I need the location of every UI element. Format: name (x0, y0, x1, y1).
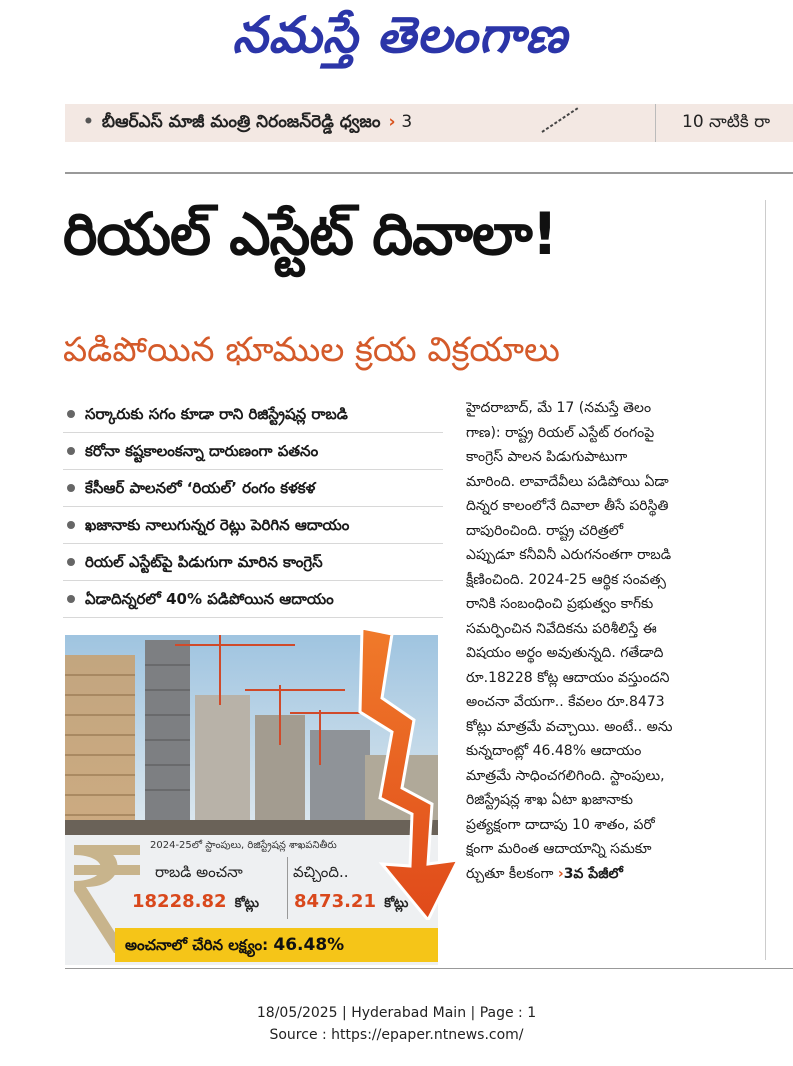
subheadline: పడిపోయిన భూముల క్రయ విక్రయాలు (63, 330, 560, 370)
estimate-unit: కోట్లు (234, 896, 259, 911)
decorative-ticker-graphic (540, 106, 580, 136)
target-text (125, 935, 344, 958)
target-label: అంచనాలో చేరిన లక్ష్యం: (125, 936, 269, 954)
footer-source-line[interactable]: Source : https://epaper.ntnews.com/ (269, 1027, 524, 1043)
estimate-label: రాబడి అంచనా (155, 863, 243, 881)
bullet-icon (67, 558, 75, 566)
bullet-item (63, 507, 443, 544)
column-rule (765, 200, 766, 960)
bullet-text: ఏడాదిన్నరలో 40% పడిపోయిన ఆదాయం (85, 590, 334, 608)
bullet-item (63, 581, 443, 618)
bullet-text: సర్కారుకు సగం కూడా రాని రిజిస్ట్రేషన్ల రాబడి (85, 405, 348, 423)
article-line: మాత్రమే సాధించగలిగింది. స్టాంపులు, (466, 767, 665, 784)
article-body (466, 396, 758, 886)
article-line: మారింది. లావాదేవీలు పడిపోయి ఏడా (466, 473, 669, 490)
headline: రియల్ ఎస్టేట్ దివాలా! (63, 200, 558, 268)
article-line: ఎప్పుడూ కనీవినీ ఎరుగనంతగా రాబడి (466, 547, 672, 563)
received-label: వచ్చింది.. (293, 863, 349, 881)
article-line: దిన్నర కాలంలోనే దివాలా తీసే పరిస్థితి (466, 498, 669, 514)
continued-link[interactable]: 3వ పేజీలో (563, 865, 623, 882)
article-line: ప్రత్యక్షంగా దాదాపు 10 శాతం, పరో (466, 816, 655, 833)
received-unit: కోట్లు (384, 896, 409, 911)
top-rule (65, 172, 793, 174)
article-line: దాపురించింది. రాష్ట్ర చరిత్రలో (466, 522, 624, 539)
article-line: రానికి సంబంధించి ప్రభుత్వం కాగ్‌కు (466, 596, 654, 612)
bullet-icon (67, 484, 75, 492)
estimate-amount: 18228.82 (132, 891, 227, 912)
article-line-last (466, 862, 758, 887)
bullet-list (63, 396, 443, 618)
article-line: హైదరాబాద్, మే 17 (నమస్తే తెలం (466, 400, 652, 416)
chevron-right-icon: › (388, 112, 396, 132)
bullet-item (63, 396, 443, 433)
chevron-right-icon: › (557, 865, 564, 882)
article-line: గాణ): రాష్ట్ర రియల్ ఎస్టేట్ రంగంపై (466, 424, 655, 441)
article-line: సమర్పించిన నివేదికను పరిశీలిస్తే ఈ (466, 620, 657, 637)
ticker-left-text: బీఆర్ఎస్ మాజీ మంత్రి నిరంజన్‌రెడ్డి ధ్వజం (101, 112, 381, 132)
bullet-icon: • (83, 112, 94, 132)
article-line: కున్నదాంట్లో 46.48% ఆదాయం (466, 743, 642, 759)
newspaper-logo: నమస్తే తెలంగాణ (232, 6, 568, 64)
ticker-item-left (83, 112, 412, 136)
footer-date-line: 18/05/2025 | Hyderabad Main | Page : 1 (256, 1005, 537, 1021)
target-value: 46.48% (273, 935, 345, 955)
article-line: రూ.18228 కోట్ల ఆదాయం వస్తుందని (466, 669, 670, 686)
bullet-text: ఖజానాకు నాలుగున్నర రెట్లు పెరిగిన ఆదాయం (85, 516, 350, 534)
ticker-divider (655, 104, 656, 142)
bullet-icon (67, 410, 75, 418)
bullet-icon (67, 595, 75, 603)
footer (0, 1002, 793, 1046)
ticker-left-page: 3 (401, 112, 413, 132)
article-line: విషయం అర్థం అవుతున్నది. గతేడాది (466, 645, 664, 661)
article-line: కోట్లు మాత్రమే వచ్చాయి. అంటే.. అను (466, 718, 673, 735)
ticker-right-text: 10 నాటికి రా (682, 112, 771, 132)
article-line: క్షంగా మరింత ఆదాయాన్ని సమకూ (466, 841, 652, 857)
infographic-caption: 2024-25లో స్టాంపులు, రిజిస్ట్రేషన్ల శాఖపనితీరు (150, 840, 337, 851)
bottom-rule (65, 968, 793, 969)
bullet-text: కరోనా కష్టకాలంకన్నా దారుణంగా పతనం (85, 442, 319, 460)
bullet-icon (67, 447, 75, 455)
article-line: క్షీణించింది. 2024-25 ఆర్థిక సంవత్స (466, 571, 666, 588)
bullet-item (63, 470, 443, 507)
bullet-text: కేసీఆర్ పాలనలో ‘రియల్’ రంగం కళకళ (85, 479, 316, 497)
target-achieved-bar (115, 928, 438, 962)
received-amount: 8473.21 (294, 891, 376, 912)
bullet-item (63, 544, 443, 581)
masthead (0, 0, 793, 95)
article-line-text: ర్చుతూ కీలకంగా (466, 865, 554, 882)
bullet-item (63, 433, 443, 470)
article-line: కాంగ్రెస్ పాలన పిడుగుపాటుగా (466, 449, 628, 465)
bullet-text: రియల్ ఎస్టేట్‌పై పిడుగుగా మారిన కాంగ్రెస్ (85, 553, 323, 571)
ticker-strip (65, 104, 793, 142)
article-line: రిజిస్ట్రేషన్ల శాఖ ఏటా ఖజానాకు (466, 792, 633, 808)
falling-arrow-icon (352, 628, 474, 920)
article-line: అంచనా వేయగా.. కేవలం రూ.8473 (466, 694, 665, 710)
estimate-value (132, 891, 259, 914)
bullet-icon (67, 521, 75, 529)
